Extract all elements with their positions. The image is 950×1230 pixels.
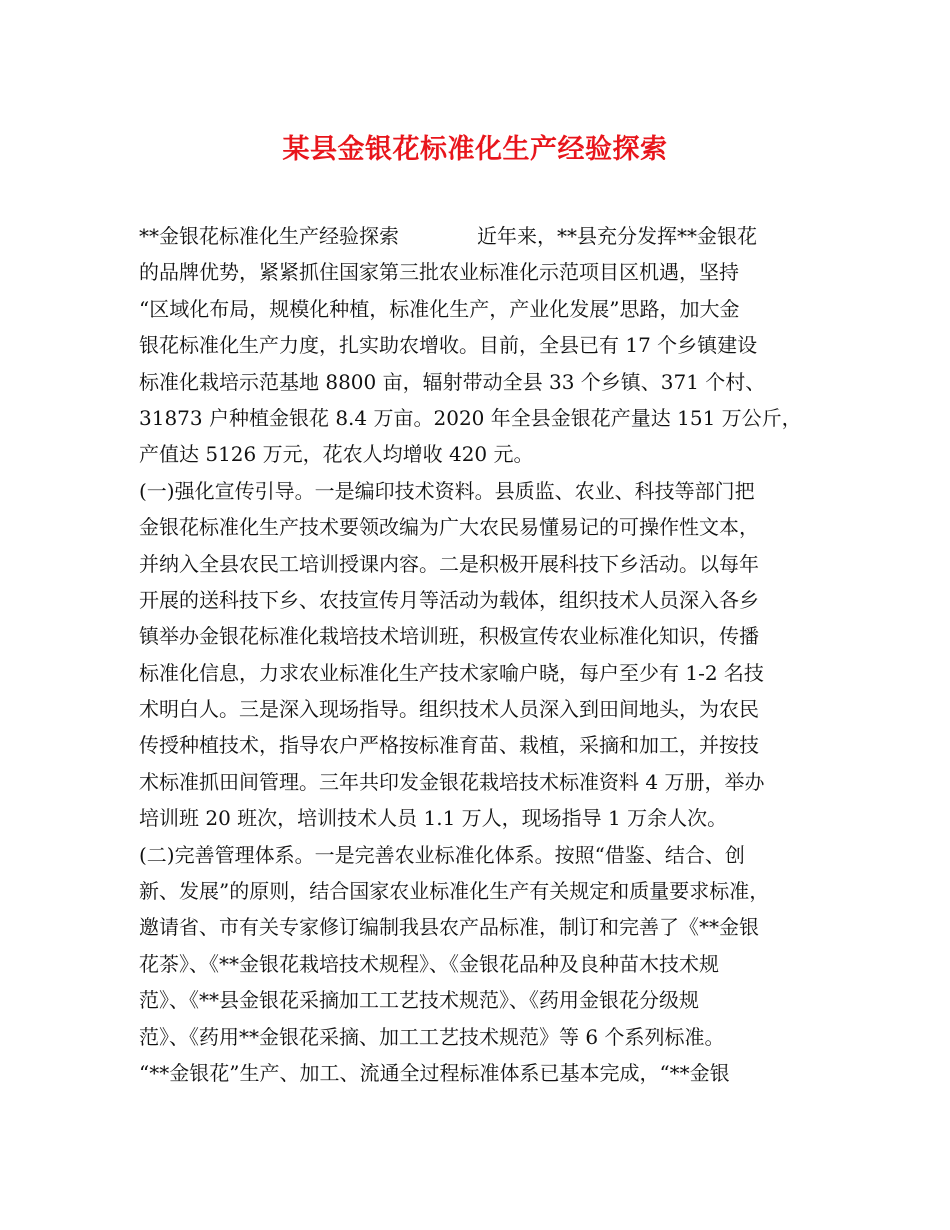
body-line-9: 金银花标准化生产技术要领改编为广大农民易懂易记的可操作性文本， [139,515,759,540]
body-line-13: 标准化信息，力求农业标准化生产技术家喻户晓，每户至少有 1-2 名技 [139,660,764,685]
body-line-15: 传授种植技术，指导农户严格按标准育苗、栽植，采摘和加工，并按技 [139,733,759,758]
body-line-1 [139,218,819,254]
document-title: 某县金银花标准化生产经验探索 [282,134,668,165]
body-line-11: 开展的送科技下乡、农技宣传月等活动为载体，组织技术人员深入各乡 [139,587,759,612]
body-line-14: 术明白人。三是深入现场指导。组织技术人员深入到田间地头，为农民 [139,697,759,722]
body-line-20: 邀请省、市有关专家修订编制我县农产品标准，制订和完善了《**金银 [139,915,759,940]
body-line-22: 范》、《**县金银花采摘加工工艺技术规范》、《药用金银花分级规 [139,988,699,1013]
body-line-18: (二)完善管理体系。一是完善农业标准化体系。按照“借鉴、结合、创 [139,842,745,867]
body-line-23: 范》、《药用**金银花采摘、加工工艺技术规范》等 6 个系列标准。 [139,1024,725,1049]
body-line-2: 的品牌优势，紧紧抓住国家第三批农业标准化示范项目区机遇，坚持 [139,260,739,285]
body-line-4: 银花标准化生产力度，扎实助农增收。目前，全县已有 17 个乡镇建设 [139,333,758,358]
body-line-16: 术标准抓田间管理。三年共印发金银花栽培技术标准资料 4 万册，举办 [139,769,765,794]
body-line-3: “区域化布局，规模化种植，标准化生产，产业化发展”思路，加大金 [139,296,740,321]
body-line-6: 31873 户种植金银花 8.4 万亩。2020 年全县金银花产量达 151 万公斤， [139,405,802,430]
body-line-7: 产值达 5126 万元，花农人均增收 420 元。 [139,442,534,467]
body-line-17: 培训班 20 班次，培训技术人员 1.1 万人，现场指导 1 万余人次。 [139,806,728,831]
body-line-1-part-b: 近年来，**县充分发挥**金银花 [477,224,757,248]
body-line-21: 花茶》、《**金银花栽培技术规程》、《金银花品种及良种苗木技术规 [139,951,719,976]
body-line-24: “**金银花”生产、加工、流通全过程标准体系已基本完成，“**金银 [139,1060,730,1085]
body-line-19: 新、发展”的原则，结合国家农业标准化生产有关规定和质量要求标准， [139,879,770,904]
body-line-10: 并纳入全县农民工培训授课内容。二是积极开展科技下乡活动。以每年 [139,551,759,576]
body-line-5: 标准化栽培示范基地 8800 亩，辐射带动全县 33 个乡镇、371 个村、 [139,369,766,394]
body-line-8: (一)强化宣传引导。一是编印技术资料。县质监、农业、科技等部门把 [139,478,755,503]
body-line-12: 镇举办金银花标准化栽培技术培训班，积极宣传农业标准化知识，传播 [139,624,759,649]
body-line-1-part-a: **金银花标准化生产经验探索 [139,224,399,248]
document-body [139,218,819,1091]
